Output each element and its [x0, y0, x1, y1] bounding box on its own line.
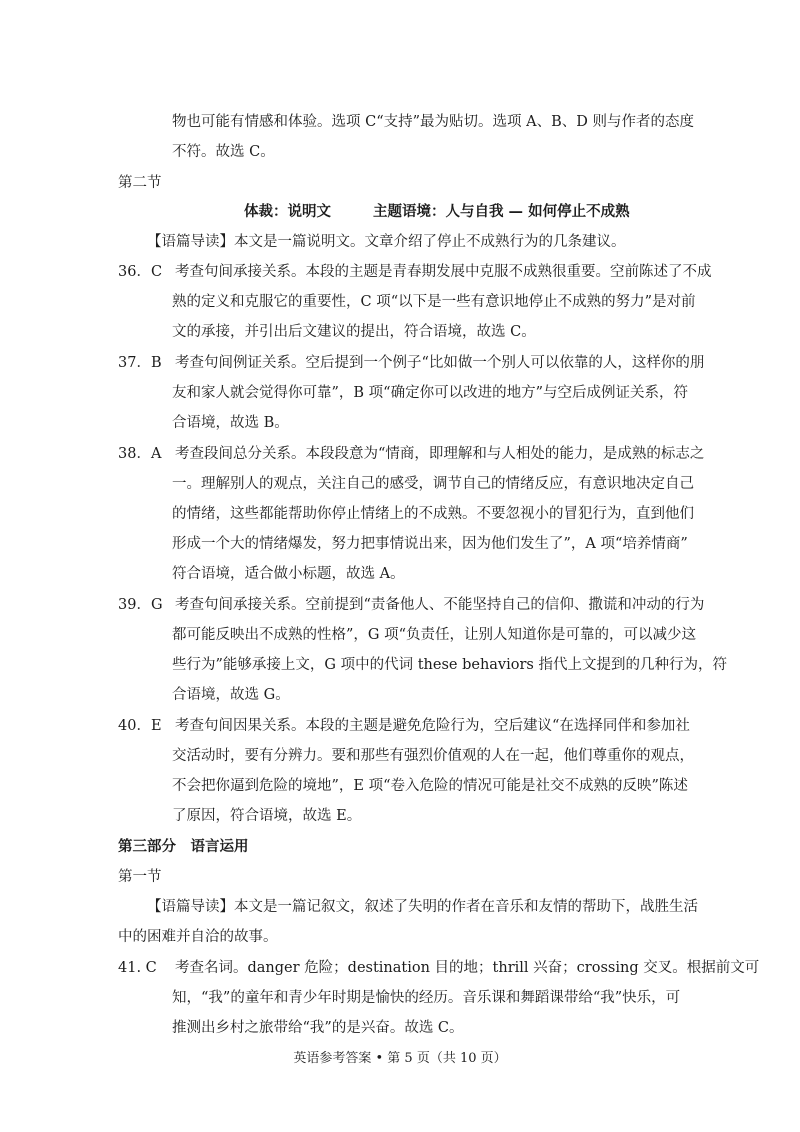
answer-line: 些行为”能够承接上文，G 项中的代词 these behaviors 指代上文提到的几种行为，符 — [172, 657, 727, 673]
answer-line: 知，“我”的童年和青少年时期是愉快的经历。音乐课和舞蹈课带给“我”快乐，可 — [172, 990, 681, 1006]
answer-number: 41. C — [118, 960, 157, 976]
answer-line: 符合语境，适合做小标题，故选 A。 — [172, 566, 405, 582]
answer-line: 考查句间例证关系。空后提到一个例子“比如做一个别人可以依靠的人，这样你的朋 — [175, 355, 705, 371]
answer-line: 推测出乡村之旅带给“我”的是兴奋。故选 C。 — [172, 1020, 464, 1036]
answer-number: 39．G — [118, 597, 163, 613]
answer-line: 都可能反映出不成熟的性格”，G 项“负责任，让别人知道你是可靠的，可以减少这 — [172, 627, 697, 643]
section-label: 第二节 — [118, 175, 162, 191]
answer-number: 38．A — [118, 446, 162, 462]
answer-line: 了原因，符合语境，故选 E。 — [172, 808, 362, 824]
answer-line: 的情绪，这些都能帮助你停止情绪上的不成熟。不要忽视小的冒犯行为，直到他们 — [172, 506, 694, 522]
answer-line: 考查段间总分关系。本段段意为“情商，即理解和与人相处的能力，是成熟的标志之 — [175, 446, 705, 462]
answer-line: 合语境，故选 G。 — [172, 687, 290, 703]
passage-genre: 体裁：说明文 — [244, 204, 331, 220]
intro-line: 不符。故选 C。 — [172, 144, 275, 160]
answer-number: 36．C — [118, 264, 163, 280]
passage-guide: 【语篇导读】本文是一篇说明文。文章介绍了停止不成熟行为的几条建议。 — [147, 234, 626, 250]
intro-line: 物也可能有情感和体验。选项 C“支持”最为贴切。选项 A、B、D 则与作者的态度 — [172, 114, 694, 130]
answer-line: 交活动时，要有分辨力。要和那些有强烈价值观的人在一起，他们尊重你的观点， — [172, 748, 694, 764]
answer-line: 一。理解别人的观点，关注自己的感受，调节自己的情绪反应，有意识地决定自己 — [172, 476, 694, 492]
answer-line: 文的承接，并引出后文建议的提出，符合语境，故选 C。 — [172, 324, 536, 340]
answer-line: 形成一个大的情绪爆发，努力把事情说出来，因为他们发生了”，A 项“培养情商” — [172, 536, 688, 552]
page-footer: 英语参考答案 • 第 5 页（共 10 页） — [293, 1051, 507, 1066]
passage-theme: 主题语境：人与自我 — 如何停止不成熟 — [373, 204, 630, 220]
answer-line: 考查句间承接关系。本段的主题是青春期发展中克服不成熟很重要。空前陈述了不成 — [175, 264, 712, 280]
answer-number: 40．E — [118, 718, 162, 734]
part-heading: 第三部分 语言运用 — [118, 839, 249, 855]
answer-line: 考查名词。danger 危险；destination 目的地；thrill 兴奋；crossing 交叉。根据前文可 — [175, 960, 760, 976]
answer-line: 熟的定义和克服它的重要性，C 项“以下是一些有意识地停止不成熟的努力”是对前 — [172, 294, 696, 310]
answer-line: 考查句间承接关系。空前提到“责备他人、不能坚持自己的信仰、撒谎和冲动的行为 — [175, 597, 705, 613]
passage-guide: 【语篇导读】本文是一篇记叙文，叙述了失明的作者在音乐和友情的帮助下，战胜生活 — [147, 899, 698, 915]
section-label: 第一节 — [118, 869, 162, 885]
answer-line: 友和家人就会觉得你可靠”，B 项“确定你可以改进的地方”与空后成例证关系，符 — [172, 385, 689, 401]
answer-line: 考查句间因果关系。本段的主题是避免危险行为，空后建议“在选择同伴和参加社 — [175, 718, 690, 734]
passage-guide: 中的困难并自洽的故事。 — [118, 929, 278, 945]
answer-line: 合语境，故选 B。 — [172, 415, 289, 431]
answer-line: 不会把你逼到危险的境地”，E 项“卷入危险的情况可能是社交不成熟的反映”陈述 — [172, 778, 688, 794]
answer-number: 37．B — [118, 355, 162, 371]
